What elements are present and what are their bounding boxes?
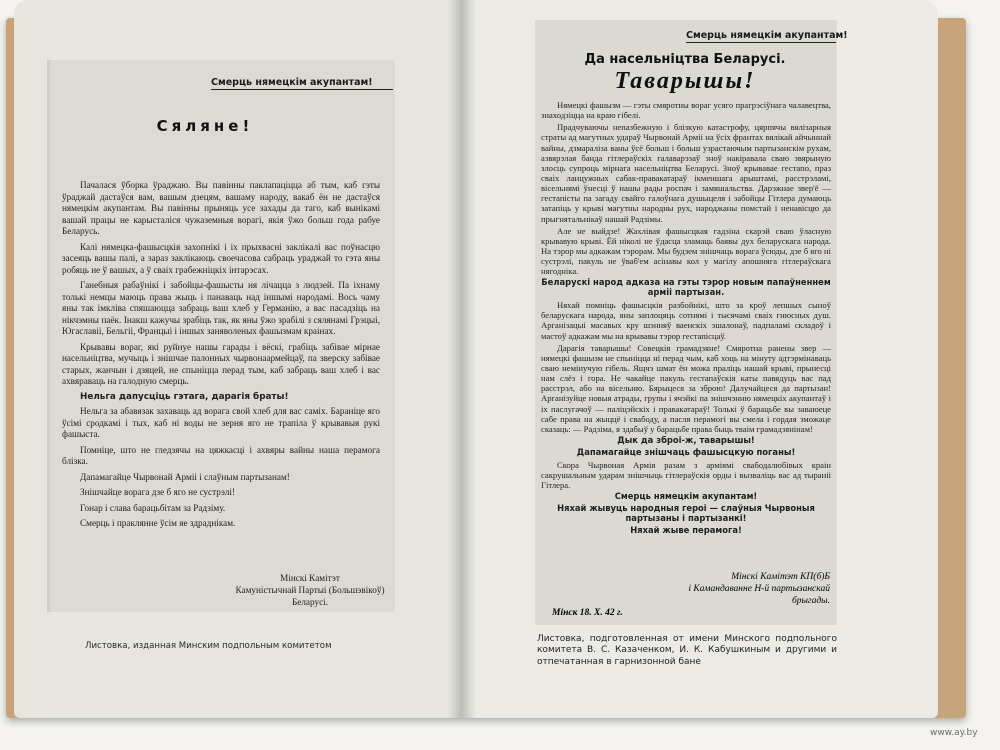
left-signature-line: Мінскі Камітэт	[280, 573, 340, 583]
right-body	[541, 100, 831, 538]
right-paragraph: Нямецкі фашызм — гэты смяротны вораг усяго прагрэсіўнага чалавецтва, знаходзіцца на краю гібелі.	[541, 100, 831, 121]
left-callout: Нельга дапусціць гэтага, дарагія браты!	[80, 391, 289, 402]
right-signature	[600, 572, 830, 608]
left-caption: Листовка, изданная Минским подпольным комитетом	[85, 641, 332, 651]
right-callout: Смерць нямецкім акупантам!	[614, 491, 758, 502]
right-callout: Дапамагайце знішчаць фашысцкую поганы!	[576, 446, 796, 457]
right-callout: Няхай жывуць народныя героі — слаўныя Чырвоныя партызаны і партызанкі!	[557, 503, 815, 524]
right-slogan: Смерць нямецкім акупантам!	[686, 30, 848, 41]
left-paragraph: Гонар і слава барацьбітам за Радзіму.	[80, 502, 226, 513]
right-paragraph: Прадчуваючы непазбежную і блізкую катастрофу, цярпячы вялізарныя страты ад магутных удараў Чырвонай Арміі на ўсіх франтах вялікай айчыннай вайны, дзмараліза ваны ўсё больш і больш узрастаючым партызанскім рухам, азвярэлая банда гітлераўскіх галаварэзаў зноў накіравала сваю звярыную злосць супроць мірнага насельніцтва Беларусі. Зноў крывавае гестапо, праз сваіх ланцужных сабак-правакатараў ікменшага арыштамі, расстрэламі, вісельнямі ўнесці ў нашы рады роспач і замяшальства. Дарэжнае звер'ё — гестапісты па загаду свайго галоўнага душыцеля і забойцы Гітлера думаюць затапіць у крыві магутны народны рух, народжаны помстай і ненавісцю да прыгнятальнікаў нашай Радзімы.	[541, 122, 831, 224]
right-callout: Дык да зброі-ж, таварышы!	[617, 435, 755, 446]
left-paragraph: Знішчайце ворага дзе б яго не сустрэлі!	[80, 487, 235, 498]
book-gutter	[448, 0, 476, 718]
left-paragraph: Ганебныя рабаўнікі і забойцы-фашысты ня лічацца з людзей. Па іхнаму толькі немцы маюць права жыць і панаваць над іншымі народамі. Вось чаму яны так імкліва спяшаюцца забраць ваш хлеб у Германію, а вас пасадзіць на нікчэмны паёк. Інакш кажучы зрабіць так, як яны ўжо зрабілі з сялянамі Грэцыі, Югаславіі, Бельгіі, Францыі і іншых заняволеных фашызмам краінах.	[62, 280, 380, 336]
right-paragraph: Скора Чырвоная Армія разам з арміямі свабодалюбівых краін сакрушальным ударам знішчыць гітлераўскія орды і вызваліць вас ад тыраніі Гітлера.	[541, 459, 831, 491]
left-signature	[230, 573, 390, 609]
right-signature-line: і Камандаванне Н-й партызанскай	[688, 583, 830, 594]
left-slogan: Смерць нямецкім акупантам!	[211, 77, 373, 88]
right-paragraph: Дарагія таварышы! Совецкія грамадзяне! Смяротна ранены звер — нямецкі фашызм не спыніцца ні перад чым, каб хоць на мінуту адтэрмінаваць сваю немінучую гібель. Ящчэ шмат ён можа праліць нашай крыві, прынесці нам слёз і гора. Не чакайце пакуль гестапаўскія каты павядуць вас пад расстрэл, або на вісельню. Бярыцеся за зброю! Далучайцеся да партызан! Арганізуйце новыя атрады, групы і ячэйкі па знішчэнню нямецкіх акупантаў і іх паслугачоў — паліцэйскіх і правакатараў! Толькі ў барацьбе вы заваюеце сабе права на жыццё і свабоду, а пасля перамогі вы смела і гордая зможаце сказаць: — Радзіма, я здабыў у барацьбе права быць тваім грамадзянінам!	[541, 342, 831, 434]
watermark: www.ay.by	[930, 728, 978, 738]
right-paragraph: Няхай помніць фашысцкія разбойнікі, што за кроў лепшых сыноў беларускага народа, яны заплоцяць сотнямі і тысячамі сваіх гнюсных душ. Арганізацыі масавых кру шэнняў ваенскіх эшалонаў, падпаламі складоў і мастоў адкажам мы на крывавы тэрор гестапісцаў.	[541, 300, 831, 341]
left-signature-line: Камуністычнай Партыі (Большэвікоў)	[235, 584, 385, 595]
left-paragraph: Помніце, што не гледзячы на цяжкасці і ахвяры вайны наша перамога блізка.	[62, 444, 380, 467]
right-signature-line: брыгады.	[791, 595, 830, 606]
right-date: Мінск 18. X. 42 г.	[552, 608, 623, 618]
left-paragraph: Дапамагайце Чырвонай Арміі і слаўным партызанам!	[80, 471, 290, 482]
right-title: Таварышы!	[614, 68, 756, 94]
right-callout: Беларускі народ адказа на гэты тэрор новым папаўненнем арміі партызан.	[541, 277, 831, 298]
left-paragraph: Смерць і праклянне ўсім яе здраднікам.	[80, 518, 236, 529]
left-paragraph: Калі нямецка-фашысцкія захопнікі і іх прыхвасні заклікалі вас поўнасцю засеяць вашы палі, а зараз заклікаюць своечасова сабраць ураджай то гэта яны робяць не ў вашых, а ў сваіх грабежніцкіх інтарэсах.	[62, 241, 380, 275]
left-paragraph: Крывавы вораг, які руйнуе нашы гарады і вёскі, грабіць забівае мірнае насельніцтва, мучыць і знішчае палонных чырвонаармейцаў, па зверску забівае старых, жанчын і дзяцей, не спыніцца перад тым, каб забраць ваш хлеб і вас ахвяраваць на галодную смерць.	[62, 341, 380, 386]
right-callout: Няхай жыве перамога!	[630, 524, 742, 535]
left-paragraph: Нельга за абавязак захаваць ад ворага свой хлеб для вас саміх. Бараніце яго ўсімі сродкамі і тых, каб ні воды не зерня яго не трапіла ў крывавыя рукі фашыста.	[62, 406, 380, 440]
left-body	[62, 180, 380, 534]
right-heading: Да насельніцтва Беларусі.	[584, 52, 786, 67]
left-title: Сяляне!	[156, 117, 254, 135]
right-paragraph: Але не выйдзе! Жахлівая фашысцкая гадзіна скарэй сваю ўласную крывавую крыві. Ёй ніколі не ўдасца зламаць баявы дух беларускага народа. На тэрор мы адкажам тэрорам. Мы будзем знішчаць ворага ўсюды, дзе б яго ні сустрэлі, пакуль не ўваб'ем асінавы кол у магілу апошняга гітлераўскага нягодніка.	[541, 225, 831, 277]
left-paragraph: Пачалася ўборка ўраджаю. Вы павінны паклапаціцца аб тым, каб гэты ўраджай дастаўся вам, вашым дзецям, вашаму народу, вакаб ён не дастаўся нямецкім акупантам. Вы павінны прыняць усе захады да таго, каб вынікамі вашай працы не карысталіся чужаземныя ворагі, якія ўжо больш года рабуе Беларусь.	[62, 180, 380, 236]
left-signature-line: Беларусі.	[291, 596, 328, 607]
right-signature-line: Мінскі Камітэт КП(б)Б	[731, 572, 830, 582]
right-slogan-rule	[686, 42, 836, 43]
left-slogan-rule	[211, 89, 393, 90]
right-caption: Листовка, подготовленная от имени Минского подпольного комитета В. С. Казаченком, И. К. Кабушкиным и другими и отпечатанная в гарнизонной бане	[537, 634, 837, 667]
